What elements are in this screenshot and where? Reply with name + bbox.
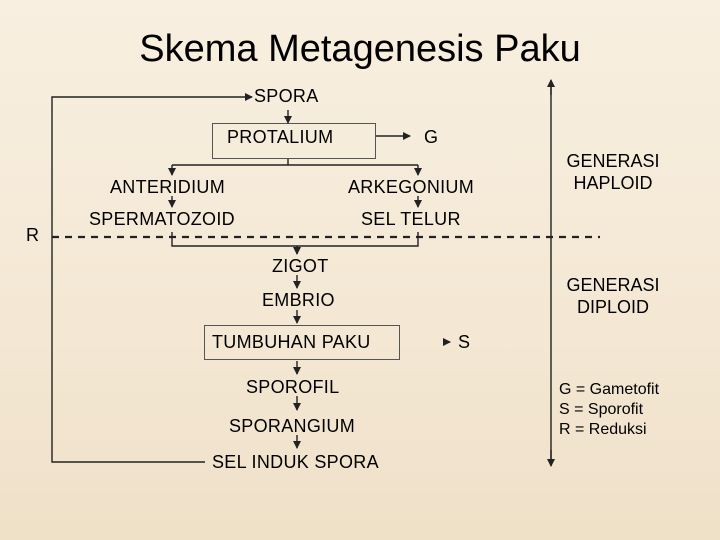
node-g: G [424,127,439,147]
node-anteridium: ANTERIDIUM [110,177,225,197]
node-sporofil: SPOROFIL [246,377,340,397]
node-sel-induk-spora: SEL INDUK SPORA [212,452,379,472]
node-r: R [26,225,40,245]
node-sporangium: SPORANGIUM [229,416,356,436]
node-s: S [458,332,471,352]
fertilization-merge-line [172,232,418,246]
node-spermatozoid: SPERMATOZOID [89,209,235,229]
node-tumbuhan-paku: TUMBUHAN PAKU [212,332,371,352]
page-title: Skema Metagenesis Paku [139,28,581,70]
generation-haploid-label [558,150,668,194]
legend [559,380,659,440]
node-arkegonium: ARKEGONIUM [348,177,475,197]
generation-diploid-line1: GENERASI [566,275,660,295]
legend-reduksi: R = Reduksi [559,421,647,438]
protalium-split-line [172,158,418,165]
node-sel-telur: SEL TELUR [361,209,461,229]
generation-diploid-label [558,274,668,318]
node-embrio: EMBRIO [262,290,335,310]
node-protalium: PROTALIUM [227,127,334,147]
legend-sporofit: S = Sporofit [559,401,644,418]
node-zigot: ZIGOT [272,256,329,276]
node-spora: SPORA [254,86,319,106]
generation-haploid-line1: GENERASI [566,151,660,171]
legend-gametofit: G = Gametofit [559,381,660,398]
generation-haploid-line2: HAPLOID [573,173,653,193]
generation-diploid-line2: DIPLOID [576,297,650,317]
